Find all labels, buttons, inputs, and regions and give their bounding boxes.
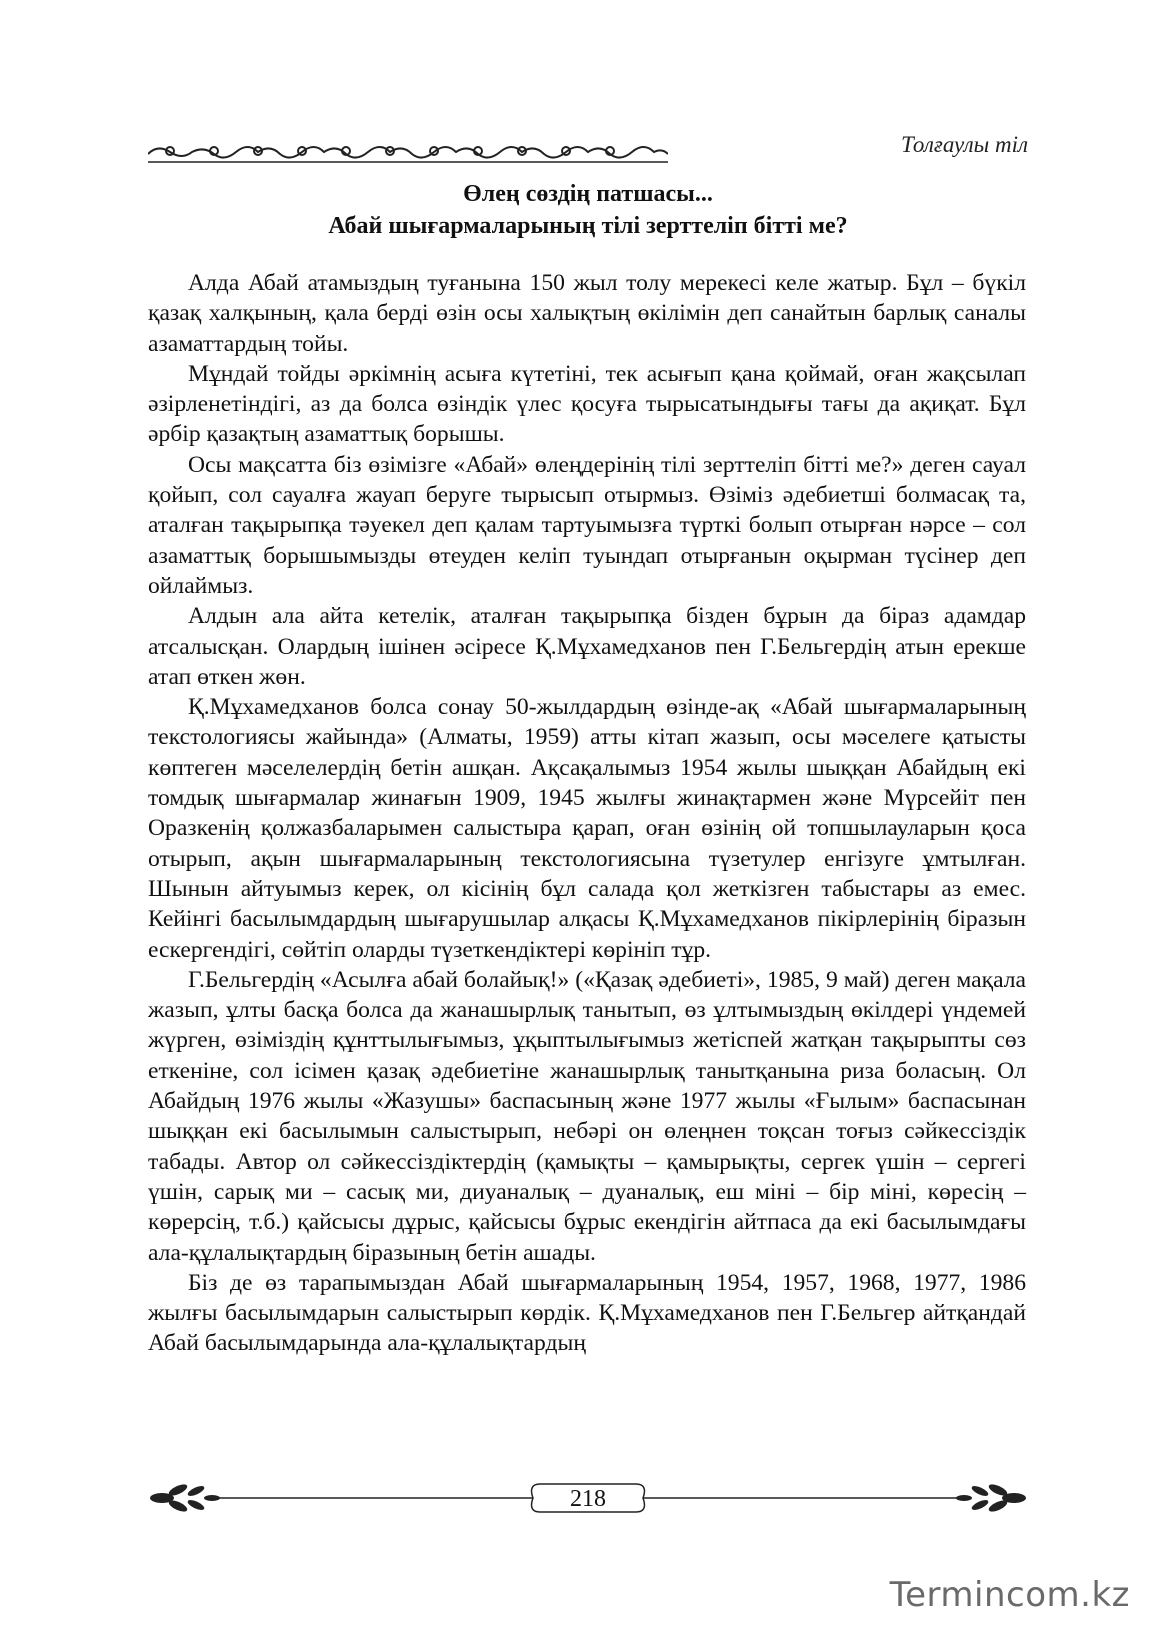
paragraph-1: Алда Абай атамыздың туғанына 150 жыл толу мерекесі келе жатыр. Бұл – бүкіл қазақ халқының, қала берді өзін осы халықтың өкілімін деп санайтын барлық саналы азаматтардың тойы.	[148, 270, 1026, 357]
article-title-line-1: Өлең сөздің патшасы...	[463, 181, 713, 207]
paragraph-3: Осы мақсатта біз өзімізге «Абай» өлеңдерінің тілі зерттеліп бітті ме?» деген сауал қойып, сол сауалға жауап беруге тырысып отырмыз. Өзіміз әдебиетші болмасақ та, аталған тақырыпқа тәуекел деп қалам тартуымызға түрткі болып отырған нәрсе – сол азаматтық борышымызды өтеуден келіп туындап отырғанын оқырман түсінер деп ойлаймыз.	[148, 451, 1026, 599]
leaf-ornament-left-icon	[150, 1482, 220, 1514]
article-title	[148, 178, 1028, 242]
page-header	[148, 130, 1028, 170]
page-footer	[148, 1478, 1028, 1522]
paragraph-5: Қ.Мұхамедханов болса сонау 50-жылдардың өзінде-ақ «Абай шығармаларының текстологиясы жайында» (Алматы, 1959) атты кітап жазып, осы мәселеге қатысты көптеген мәселелердің бетін ашқан. Ақсақалымыз 1954 жылы шыққан Абайдың екі томдық шығармалар жинағын 1909, 1945 жылғы жинақтармен және Мүрсейіт пен Оразкенің қолжазбаларымен салыстыра қарап, оған өзінің ой топшылауларын қоса отырып, ақын шығармаларының текстологиясына түзетулер енгізуге ұмтылған. Шынын айтуымыз керек, ол кісінің бұл салада қол жеткізген табыстары аз емес. Кейінгі басылымдардың шығарушылар алқасы Қ.Мұхамедханов пікірлерінің біразын ескергендігі, сөйтіп оларды түзеткендіктері көрініп тұр.	[148, 694, 1026, 963]
article-title-line-2: Абай шығармаларының тілі зерттеліп бітті ме?	[328, 213, 848, 239]
paragraph-6: Г.Бельгердің «Асылға абай болайық!» («Қазақ әдебиеті», 1985, 9 май) деген мақала жазып, ұлты басқа болса да жанашырлық танытып, өз ұлтымыздың өкілдері үндемей жүрген, өзіміздің құнттылығымыз, ұқыптылығымыз жетіспей жатқан тақырыпты сөз еткеніне, сол ісімен қазақ әдебиетіне жанашырлық танытқанына риза боласың. Ол Абайдың 1976 жылы «Жазушы» баспасының және 1977 жылы «Ғылым» баспасынан шыққан екі басылымын салыстырып, небәрі он өлеңнен тоқсан тоғыз сәйкессіздік табады. Автор ол сәйкессіздіктердің (қамықты – қамырықты, сергек үшін – сергегі үшін, сарық ми – сасық ми, диуаналық – дуаналық, еш міні – бір міні, көресің – көрерсің, т.б.) қайсысы дұрыс, қайсысы бұрыс екендігін айтпаса да екі басылымдағы ала-құлалықтардың біразының бетін ашады.	[148, 966, 1026, 1266]
paragraph-4: Алдын ала айта кетелік, аталған тақырыпқа бізден бұрын да біраз адамдар атсалысқан. Олардың ішінен әсіресе Қ.Мұхамедханов пен Г.Бельгердің атын ерекше атап өткен жөн.	[148, 603, 1026, 690]
paragraph-2: Мұндай тойды әркімнің асыға күтетіні, тек асығып қана қоймай, оған жақсылап әзірленетіндігі, аз да болса өзіндік үлес қосуға тырысатындығы тағы да ақиқат. Бұл әрбір қазақтың азаматтық борышы.	[148, 360, 1026, 448]
running-title: Толғаулы тіл	[900, 132, 1028, 157]
paragraph-7: Біз де өз тарапымыздан Абай шығармаларының 1954, 1957, 1968, 1977, 1986 жылғы басылымдарын салыстырып көрдік. Қ.Мұхамедханов пен Г.Бельгер айтқандай Абай басылымдарында ала-құлалықтардың	[148, 1269, 1026, 1357]
page-number: 218	[570, 1486, 606, 1512]
leaf-ornament-right-icon	[956, 1482, 1026, 1514]
article-body	[148, 268, 1026, 1359]
scroll-border-ornament-icon	[148, 138, 668, 164]
watermark-logo: Termincom.kz	[889, 1575, 1130, 1615]
